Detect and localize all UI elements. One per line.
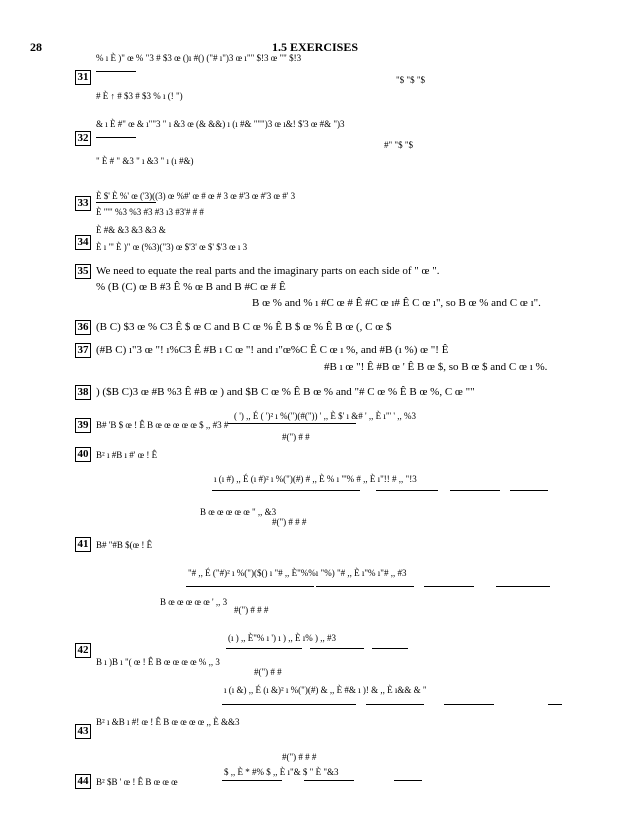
exercise-33-number: 33: [75, 196, 91, 211]
exercise-40-line-3: B œ œ œ œ œ " ,, &3: [200, 507, 277, 517]
exercise-44-numerator: $ ,, È * #% $ ,, È ı"& $ " È "&3: [224, 767, 339, 777]
exercise-40-denominator: #(") # # #: [272, 517, 307, 527]
exercise-39-denominator: #(") # #: [282, 432, 310, 442]
exercise-41-line-3: B œ œ œ œ œ ' ,, 3: [160, 597, 228, 607]
exercise-32-line-2: #" "$ "$: [384, 140, 414, 150]
exercise-39-line-2: B# 'B $ œ ! Ê B œ œ œ œ œ $ ,, #3 #: [96, 420, 229, 430]
fraction-bar: [228, 423, 356, 424]
fraction-bar: [316, 586, 414, 587]
exercise-40-line-1: B² ı #B ı #' œ ! Ê: [96, 450, 158, 460]
exercise-41-denominator: #(") # # #: [234, 605, 269, 615]
exercise-31-number: 31: [75, 70, 91, 85]
exercise-32-line-1: & ı È #" œ & ı""3 " ı &3 œ (& &&) ı (ı #& """)3 œ ı&! $'3 œ #& ")3: [96, 119, 345, 129]
exercise-39-numerator: ( ') ,, É ( ')² ı %(")(#(")) ' ,, È $' ı &# ' ,, È ı"' ' ,, %3: [234, 411, 417, 421]
fraction-bar: [372, 648, 408, 649]
fraction-bar: [510, 490, 548, 491]
exercise-38-line-1: ) ($B C)3 œ #B %3 Ê #B œ ) and $B C œ % Ê B œ % and "# C œ % Ê B œ %, C œ "": [96, 386, 475, 398]
exercise-42-line-2: B ı )B ı "( œ ! Ê B œ œ œ œ % ,, 3: [96, 657, 220, 667]
exercise-41-line-1: B# "#B $(œ ! Ê: [96, 540, 153, 550]
exercise-42-denominator: #(") # #: [254, 667, 282, 677]
fraction-bar: [96, 137, 136, 138]
exercise-33-line-2: È "'" %3 %3 #3 #3 ı3 #3'# # #: [96, 207, 204, 217]
exercise-31-line-3: # È ↑ # $3 # $3 % ı (! "): [96, 91, 183, 101]
fraction-bar: [212, 490, 360, 491]
exercise-34-number: 34: [75, 235, 91, 250]
page-number: 28: [30, 40, 42, 54]
exercise-34-line-2: È ı "' È )" œ (%3)("3) œ $'3' œ $' $'3 œ ı 3: [96, 242, 248, 252]
exercise-32-number: 32: [75, 131, 91, 146]
fraction-bar: [304, 780, 354, 781]
exercise-35-line-3: B œ % and % ı #C œ # Ê #C œ ı# Ê C œ ı", so B œ % and C œ ı".: [252, 297, 541, 309]
exercise-41-numerator: "# ,, É ("#)² ı %(")($() ı "# ,, È"%%ı "%) "# ,, È ı"% ı"# ,, #3: [188, 568, 407, 578]
fraction-bar: [366, 704, 424, 705]
exercise-37-number: 37: [75, 343, 91, 358]
exercise-41-number: 41: [75, 537, 91, 552]
section-title: 1.5 EXERCISES: [272, 40, 359, 54]
exercise-40-numerator: ı (ı #) ,, É (ı #)² ı %(")(#) # ,, È % ı "'% # ,, È ı"!! # ,, "!3: [214, 474, 417, 484]
fraction-bar: [186, 586, 314, 587]
exercise-34-line-1: È #& &3 &3 &3 &: [96, 225, 166, 235]
fraction-bar: [444, 704, 494, 705]
exercise-43-line-2: B² ı &B ı #! œ ! Ê B œ œ œ œ ,, È &&3: [96, 717, 240, 727]
fraction-bar: [96, 71, 136, 72]
exercise-33-line-1: È $' È %' œ ('3)((3) œ %#' œ # œ # 3 œ #'3 œ #'3 œ #' 3: [96, 191, 296, 201]
exercise-42-number: 42: [75, 643, 91, 658]
exercise-35-line-2: % (B (C) œ B #3 Ê % œ B and B #C œ # Ê: [96, 281, 286, 293]
exercise-42-numerator: (ı ) ,, È"% ı ') ı ) ,, È ı% ) ,, #3: [228, 633, 337, 643]
exercise-43-denominator: #(") # # #: [282, 752, 317, 762]
exercise-36-line-1: (B C) $3 œ % C3 Ê $ œ C and B C œ % Ê B $ œ % Ê B œ (, C œ $: [96, 321, 392, 333]
exercise-44-line-2: B² $B ' œ ! Ê B œ œ œ: [96, 777, 178, 787]
exercise-40-number: 40: [75, 447, 91, 462]
fraction-bar: [226, 648, 302, 649]
exercise-37-line-2: #B ı œ "! Ê #B œ ' Ê B œ $, so B œ $ and C œ ı %.: [324, 361, 548, 373]
exercise-35-number: 35: [75, 264, 91, 279]
exercise-37-line-1: (#B C) ı"3 œ "! ı%C3 Ê #B ı C œ "! and ı"œ%C Ê C œ ı %, and #B (ı %) œ "! Ê: [96, 344, 449, 356]
exercise-31-line-1: % ı È )" œ % "3 # $3 œ ()ı #() ("# ı")3 œ ı"" $!3 œ "" $!3: [96, 53, 302, 63]
fraction-bar: [496, 586, 550, 587]
exercise-43-number: 43: [75, 724, 91, 739]
exercise-39-number: 39: [75, 418, 91, 433]
fraction-bar: [376, 490, 438, 491]
exercise-35-line-1: We need to equate the real parts and the imaginary parts on each side of " œ ".: [96, 265, 440, 277]
fraction-bar: [424, 586, 474, 587]
fraction-bar: [310, 648, 364, 649]
exercise-36-number: 36: [75, 320, 91, 335]
exercise-31-line-2: "$ "$ "$: [396, 75, 426, 85]
fraction-bar: [450, 490, 500, 491]
fraction-bar: [548, 704, 562, 705]
fraction-bar: [222, 704, 356, 705]
exercise-44-number: 44: [75, 774, 91, 789]
fraction-bar: [96, 202, 156, 203]
exercise-38-number: 38: [75, 385, 91, 400]
fraction-bar: [222, 780, 282, 781]
exercise-43-numerator: ı (ı &) ,, É (ı &)² ı %(")(#) & ,, È #& ı )! & ,, È ı&& & ": [224, 685, 427, 695]
fraction-bar: [394, 780, 422, 781]
exercise-32-line-3: " È # " &3 " ı &3 " ı (ı #&): [96, 156, 194, 166]
